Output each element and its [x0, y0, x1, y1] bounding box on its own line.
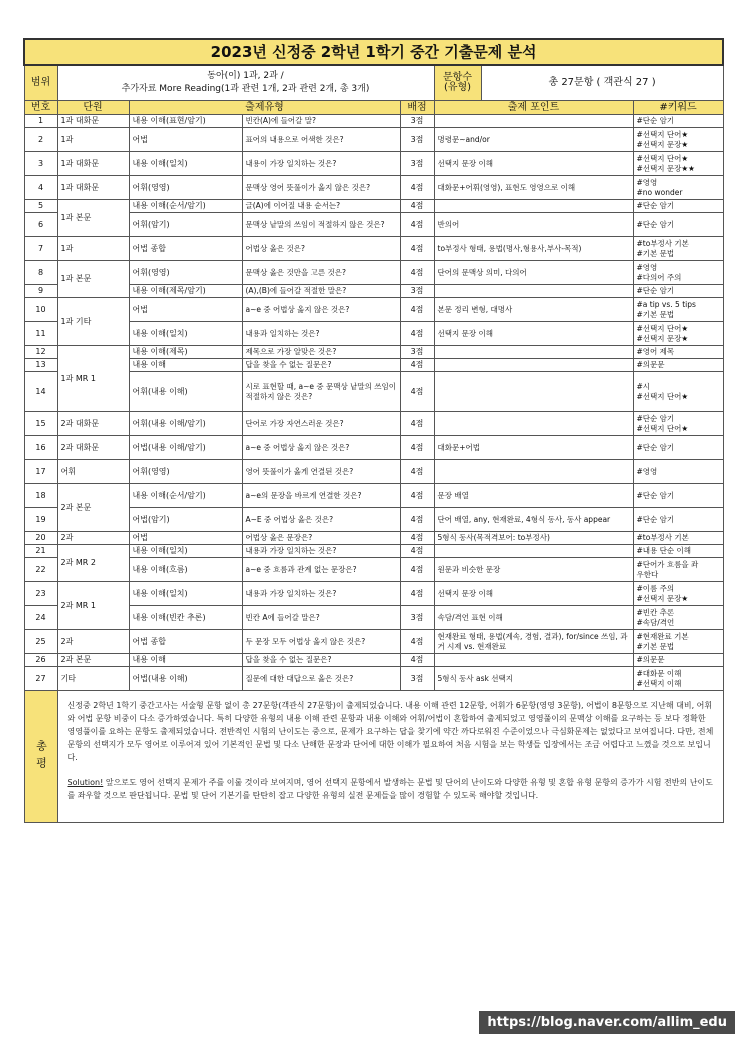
keyword-cell — [633, 667, 723, 691]
question-type: 표어의 내용으로 어색한 것은? — [242, 128, 400, 152]
header-type: 출제유형 — [129, 101, 400, 115]
question-category: 내용 이해(빈칸 추론) — [129, 606, 242, 630]
question-point — [434, 545, 633, 558]
question-category: 어법 — [129, 532, 242, 545]
qcount-label — [435, 66, 482, 100]
keyword-cell — [633, 115, 723, 128]
question-number: 8 — [24, 261, 57, 285]
question-number: 24 — [24, 606, 57, 630]
keyword-cell — [633, 298, 723, 322]
question-row — [24, 667, 723, 691]
question-point — [434, 115, 633, 128]
summary-text — [57, 691, 723, 823]
question-type: 질문에 대한 대답으로 옳은 것은? — [242, 667, 400, 691]
keyword-cell — [633, 532, 723, 545]
question-number: 26 — [24, 654, 57, 667]
question-score: 4점 — [400, 298, 434, 322]
keyword-1: #내용 단순 이해 — [636, 546, 692, 555]
header-score: 배점 — [400, 101, 434, 115]
unit-cell: 2과 — [57, 630, 129, 654]
keyword-1: #단순 암기 — [636, 413, 675, 423]
keyword-1: #의문문 — [636, 360, 665, 369]
keyword-1: #선택지 단어★ — [636, 129, 689, 139]
solution-label: Solution! — [67, 778, 104, 787]
question-score: 4점 — [400, 558, 434, 582]
keyword-2: #선택지 이해 — [636, 678, 682, 688]
keyword-cell — [633, 152, 723, 176]
question-category: 어법 종합 — [129, 237, 242, 261]
question-category: 내용 이해(흐름) — [129, 558, 242, 582]
question-score: 4점 — [400, 436, 434, 460]
scope-line-1: 동아(이) 1과, 2과 / — [207, 71, 284, 81]
keyword-1: #시 — [636, 381, 651, 391]
question-type: 문맥상 낱말의 쓰임이 적절하지 않은 것은? — [242, 213, 400, 237]
keyword-2: #기본 문법 — [636, 641, 675, 651]
question-category: 내용 이해(일치) — [129, 545, 242, 558]
keyword-cell — [633, 128, 723, 152]
keyword-1: #단순 암기 — [636, 286, 675, 295]
question-row — [24, 654, 723, 667]
question-point — [434, 285, 633, 298]
question-number: 11 — [24, 322, 57, 346]
question-row — [24, 346, 723, 359]
question-number: 19 — [24, 508, 57, 532]
keyword-2: #선택지 문장★ — [636, 139, 689, 149]
keyword-1: #단순 암기 — [636, 490, 675, 500]
question-number: 23 — [24, 582, 57, 606]
question-point: 명령문~and/or — [434, 128, 633, 152]
keyword-1: #영어 제목 — [636, 347, 675, 356]
question-score: 4점 — [400, 508, 434, 532]
question-point — [434, 654, 633, 667]
qcount-label-1: 문항수 — [443, 72, 472, 83]
keyword-2: #선택지 문장★ — [636, 593, 689, 603]
question-row — [24, 412, 723, 436]
header-point: 출제 포인트 — [434, 101, 633, 115]
keyword-cell — [633, 359, 723, 372]
keyword-1: #선택지 단어★ — [636, 323, 689, 333]
keyword-1: #a tip vs. 5 tips — [636, 299, 696, 309]
keyword-cell — [633, 372, 723, 412]
question-point: 반의어 — [434, 213, 633, 237]
question-number: 7 — [24, 237, 57, 261]
unit-cell: 2과 본문 — [57, 654, 129, 667]
question-point: 속담/격언 표현 이해 — [434, 606, 633, 630]
question-number: 12 — [24, 346, 57, 359]
question-type: A~E 중 어법상 옳은 것은? — [242, 508, 400, 532]
qcount-value: 총 27문항 ( 객관식 27 ) — [548, 77, 656, 88]
keyword-cell — [633, 213, 723, 237]
question-type: 빈칸(A)에 들어갈 말? — [242, 115, 400, 128]
keyword-1: #대화문 이해 — [636, 668, 682, 678]
question-category: 내용 이해(일치) — [129, 582, 242, 606]
unit-cell: 2과 MR 1 — [57, 582, 129, 630]
unit-cell: 1과 MR 1 — [57, 346, 129, 412]
keyword-1: #이름 주의 — [636, 583, 675, 593]
keyword-cell — [633, 412, 723, 436]
keyword-1: #단순 암기 — [636, 514, 675, 524]
unit-cell: 1과 대화문 — [57, 152, 129, 176]
question-number: 13 — [24, 359, 57, 372]
question-score: 4점 — [400, 213, 434, 237]
header-num: 번호 — [24, 101, 57, 115]
keyword-cell — [633, 285, 723, 298]
question-score: 3점 — [400, 667, 434, 691]
question-score: 4점 — [400, 237, 434, 261]
question-point — [434, 346, 633, 359]
question-type: 시로 표현할 때, a~e 중 문맥상 낱말의 쓰임이 적절하지 않은 것은? — [242, 372, 400, 412]
question-category: 내용 이해(표현/암기) — [129, 115, 242, 128]
question-score: 4점 — [400, 532, 434, 545]
question-row — [24, 285, 723, 298]
question-type: 답을 찾을 수 없는 질문은? — [242, 654, 400, 667]
question-row — [24, 176, 723, 200]
unit-cell: 1과 대화문 — [57, 115, 129, 128]
question-point: 대화문+어법 — [434, 436, 633, 460]
qcount-cell — [434, 65, 723, 101]
question-row — [24, 436, 723, 460]
question-point: 단어의 문맥상 의미, 다의어 — [434, 261, 633, 285]
question-category: 어휘(영영) — [129, 460, 242, 484]
question-score: 3점 — [400, 606, 434, 630]
keyword-1: #단순 암기 — [636, 442, 675, 452]
keyword-1: #의문문 — [636, 655, 665, 664]
question-score: 4점 — [400, 484, 434, 508]
question-point: 선택지 문장 이해 — [434, 322, 633, 346]
keyword-1: #영영 — [636, 466, 658, 476]
question-number: 25 — [24, 630, 57, 654]
keyword-2: #속담/격언 — [636, 617, 675, 627]
question-category: 내용 이해(순서/암기) — [129, 484, 242, 508]
keyword-cell — [633, 545, 723, 558]
question-point: 5형식 동사(목적격보어: to부정사) — [434, 532, 633, 545]
keyword-cell — [633, 460, 723, 484]
keyword-1: #선택지 단어★ — [636, 153, 689, 163]
question-type: 단어로 가장 자연스러운 것은? — [242, 412, 400, 436]
keyword-2: #선택지 단어★ — [636, 391, 689, 401]
question-point — [434, 460, 633, 484]
unit-cell: 기타 — [57, 667, 129, 691]
keyword-1: #단순 암기 — [636, 219, 675, 229]
question-point: 단어 배열, any, 현재완료, 4형식 동사, 동사 appear — [434, 508, 633, 532]
scope-label: 범위 — [24, 65, 57, 101]
keyword-cell — [633, 484, 723, 508]
solution-text: 앞으로도 영어 선택지 문제가 주를 이룰 것이라 보여지며, 영어 선택지 문항에서 발생하는 문법 및 단어의 난이도와 다양한 유형 및 혼합 유형 문항의 증가가 시험 전반의 난이도를 좌우할 것으로 판단됩니다. 문법 및 단어 기본기를 탄탄히 잡고 다양한 유형의 실전 문제들을 많이 경험할 수 있도록 해야할 것입니다. — [67, 778, 713, 800]
unit-cell: 2과 — [57, 532, 129, 545]
question-type: 내용과 가장 일치하는 것은? — [242, 582, 400, 606]
unit-cell: 1과 — [57, 237, 129, 261]
keyword-2: 우한다 — [636, 569, 659, 579]
question-type: 제목으로 가장 알맞은 것은? — [242, 346, 400, 359]
question-score: 4점 — [400, 322, 434, 346]
unit-cell: 2과 MR 2 — [57, 545, 129, 582]
question-score: 4점 — [400, 412, 434, 436]
keyword-2: #no wonder — [636, 187, 683, 197]
keyword-1: #단어가 흐름을 좌 — [636, 559, 699, 569]
question-type: 문맥상 옳은 것만을 고른 것은? — [242, 261, 400, 285]
question-row — [24, 322, 723, 346]
header-unit: 단원 — [57, 101, 129, 115]
question-category: 어법(내용 이해/암기) — [129, 436, 242, 460]
question-score: 4점 — [400, 200, 434, 213]
question-score: 4점 — [400, 460, 434, 484]
question-number: 4 — [24, 176, 57, 200]
keyword-2: #기본 문법 — [636, 248, 675, 258]
question-point: 본문 정리 변형, 대명사 — [434, 298, 633, 322]
question-score: 4점 — [400, 654, 434, 667]
question-type: a~e 중 어법상 옳지 않은 것은? — [242, 436, 400, 460]
question-row — [24, 200, 723, 213]
question-point: to부정사 형태, 용법(명사,형용사,부사-목적) — [434, 237, 633, 261]
question-number: 14 — [24, 372, 57, 412]
keyword-cell — [633, 176, 723, 200]
question-score: 4점 — [400, 372, 434, 412]
question-row — [24, 582, 723, 606]
question-score: 3점 — [400, 152, 434, 176]
question-category: 내용 이해(순서/암기) — [129, 200, 242, 213]
question-type: a~e 중 흐름과 관계 없는 문장은? — [242, 558, 400, 582]
question-row — [24, 128, 723, 152]
question-type: 빈칸 A에 들어갈 말은? — [242, 606, 400, 630]
question-type: 내용이 가장 일치하는 것은? — [242, 152, 400, 176]
keyword-cell — [633, 654, 723, 667]
question-type: a~e의 문장을 바르게 연결한 것은? — [242, 484, 400, 508]
question-type: (A),(B)에 들어갈 적절한 말은? — [242, 285, 400, 298]
unit-cell: 2과 본문 — [57, 484, 129, 532]
question-row — [24, 372, 723, 412]
keyword-2: #다의어 주의 — [636, 272, 682, 282]
question-score: 3점 — [400, 115, 434, 128]
question-point: 문장 배열 — [434, 484, 633, 508]
question-point: 선택지 문장 이해 — [434, 152, 633, 176]
unit-cell: 1과 — [57, 128, 129, 152]
keyword-1: #단순 암기 — [636, 201, 675, 210]
blog-url: https://blog.naver.com/allim_edu — [479, 1011, 735, 1034]
keyword-cell — [633, 630, 723, 654]
question-category: 내용 이해(제목/암기) — [129, 285, 242, 298]
question-number: 2 — [24, 128, 57, 152]
question-row — [24, 630, 723, 654]
keyword-cell — [633, 346, 723, 359]
unit-cell: 1과 대화문 — [57, 176, 129, 200]
question-number: 17 — [24, 460, 57, 484]
question-row — [24, 115, 723, 128]
question-type: 문맥상 영어 뜻풀이가 옳지 않은 것은? — [242, 176, 400, 200]
question-point: 5형식 동사 ask 선택지 — [434, 667, 633, 691]
question-category: 내용 이해(제목) — [129, 346, 242, 359]
scope-value — [57, 65, 434, 101]
keyword-cell — [633, 558, 723, 582]
question-type: 어법상 옳은 것은? — [242, 237, 400, 261]
unit-cell: 1과 본문 — [57, 200, 129, 237]
keyword-cell — [633, 261, 723, 285]
question-score: 4점 — [400, 261, 434, 285]
question-point — [434, 359, 633, 372]
keyword-cell — [633, 582, 723, 606]
question-number: 20 — [24, 532, 57, 545]
question-number: 22 — [24, 558, 57, 582]
question-category: 어휘(암기) — [129, 213, 242, 237]
question-row — [24, 508, 723, 532]
question-category: 어휘(내용 이해) — [129, 372, 242, 412]
keyword-cell — [633, 237, 723, 261]
question-row — [24, 545, 723, 558]
question-score: 3점 — [400, 285, 434, 298]
keyword-2: #기본 문법 — [636, 309, 675, 319]
question-category: 어법(내용 이해) — [129, 667, 242, 691]
question-row — [24, 558, 723, 582]
summary-paragraph-2 — [68, 776, 715, 802]
question-row — [24, 152, 723, 176]
question-point — [434, 412, 633, 436]
question-point — [434, 200, 633, 213]
question-category: 내용 이해 — [129, 654, 242, 667]
question-score: 3점 — [400, 346, 434, 359]
question-type: a~e 중 어법상 옳지 않은 것은? — [242, 298, 400, 322]
question-score: 3점 — [400, 128, 434, 152]
question-category: 어휘(내용 이해/암기) — [129, 412, 242, 436]
keyword-1: #to부정사 기본 — [636, 533, 689, 542]
question-category: 어법 — [129, 128, 242, 152]
keyword-cell — [633, 508, 723, 532]
question-point: 대화문+어휘(영영), 표현도 영영으로 이해 — [434, 176, 633, 200]
question-category: 내용 이해 — [129, 359, 242, 372]
question-number: 18 — [24, 484, 57, 508]
question-type: 내용과 일치하는 것은? — [242, 322, 400, 346]
keyword-1: #빈칸 추론 — [636, 607, 675, 617]
analysis-table — [23, 38, 724, 823]
qcount-label-2: (유형) — [443, 82, 472, 93]
question-type: 답을 찾을 수 없는 질문은? — [242, 359, 400, 372]
keyword-2: #선택지 문장★★ — [636, 163, 695, 173]
unit-cell: 2과 대화문 — [57, 436, 129, 460]
keyword-1: #영영 — [636, 262, 658, 272]
question-number: 16 — [24, 436, 57, 460]
question-point: 현재완료 형태, 용법(계속, 경험, 결과), for/since 쓰임, 과거 시제 vs. 현재완료 — [434, 630, 633, 654]
question-category: 어휘(영영) — [129, 176, 242, 200]
keyword-1: #현재완료 기본 — [636, 631, 689, 641]
question-score: 4점 — [400, 545, 434, 558]
question-score: 4점 — [400, 582, 434, 606]
keyword-2: #선택지 문장★ — [636, 333, 689, 343]
keyword-1: #to부정사 기본 — [636, 238, 689, 248]
keyword-cell — [633, 322, 723, 346]
question-number: 21 — [24, 545, 57, 558]
question-rows — [24, 115, 723, 691]
question-score: 4점 — [400, 176, 434, 200]
question-point: 선택지 문장 이해 — [434, 582, 633, 606]
question-category: 어법 종합 — [129, 630, 242, 654]
header-keyword: #키워드 — [633, 101, 723, 115]
question-category: 어법(암기) — [129, 508, 242, 532]
summary-paragraph-1: 신정중 2학년 1학기 중간고사는 서술형 문항 없이 총 27문항(객관식 27문항)이 출제되었습니다. 내용 이해 관련 12문항, 어휘가 6문항(영영 3문항), 어법이 8문항으로 지난해 대비, 어휘와 어법 문항 비중이 다소 증가하였습니다. 특히 다양한 유형의 내용 이해 관련 문항과 내용 이해와 어휘/어법이 혼합하여 출제되었고 영영풀이의 문맥상 이해를 요구하는 등 보다 정확한 영영풀이를 요하는 문항도 출제되었습니다. 전반적인 시험의 난이도는 중으로, 문제가 요구하는 답을 찾기에 약간 까다로워진 수준이었으나 극심화문제는 없었다고 보여집니다. 다만, 전체 문항의 선택지가 모두 영어로 이루어져 있어 기본적인 문법 및 다소 난해한 문장과 단어에 대한 이해가 필요하여 처음 시험을 보는 학생들 입장에서는 조금 어렵다고 느꼈을 것으로 보입니다. — [67, 701, 714, 762]
question-row — [24, 261, 723, 285]
keyword-1: #단순 암기 — [636, 116, 675, 125]
question-score: 4점 — [400, 359, 434, 372]
question-type: 어법상 옳은 문장은? — [242, 532, 400, 545]
question-row — [24, 484, 723, 508]
question-number: 6 — [24, 213, 57, 237]
question-number: 15 — [24, 412, 57, 436]
unit-cell: 2과 대화문 — [57, 412, 129, 436]
keyword-cell — [633, 606, 723, 630]
question-row — [24, 460, 723, 484]
question-number: 3 — [24, 152, 57, 176]
question-score: 4점 — [400, 630, 434, 654]
question-number: 27 — [24, 667, 57, 691]
question-row — [24, 213, 723, 237]
unit-cell: 1과 본문 — [57, 261, 129, 298]
keyword-2: #선택지 단어★ — [636, 423, 689, 433]
keyword-1: #영영 — [636, 177, 658, 187]
unit-cell: 1과 기타 — [57, 298, 129, 346]
summary-label: 총평 — [24, 691, 57, 823]
question-type: 두 문장 모두 어법상 옳지 않은 것은? — [242, 630, 400, 654]
unit-cell: 어휘 — [57, 460, 129, 484]
question-type: 영어 뜻풀이가 옳게 연결된 것은? — [242, 460, 400, 484]
analysis-sheet — [23, 38, 722, 823]
question-row — [24, 298, 723, 322]
question-category: 내용 이해(일치) — [129, 322, 242, 346]
keyword-cell — [633, 436, 723, 460]
question-row — [24, 606, 723, 630]
question-point: 원문과 비슷한 문장 — [434, 558, 633, 582]
question-number: 10 — [24, 298, 57, 322]
keyword-cell — [633, 200, 723, 213]
page-title: 2023년 신정중 2학년 1학기 중간 기출문제 분석 — [24, 39, 723, 65]
question-type: 글(A)에 이어질 내용 순서는? — [242, 200, 400, 213]
question-number: 1 — [24, 115, 57, 128]
question-number: 9 — [24, 285, 57, 298]
question-row — [24, 532, 723, 545]
question-number: 5 — [24, 200, 57, 213]
question-type: 내용과 가장 일치하는 것은? — [242, 545, 400, 558]
question-category: 내용 이해(일치) — [129, 152, 242, 176]
question-category: 어휘(영영) — [129, 261, 242, 285]
question-category: 어법 — [129, 298, 242, 322]
question-row — [24, 359, 723, 372]
question-point — [434, 372, 633, 412]
question-row — [24, 237, 723, 261]
scope-line-2: 추가자료 More Reading(1과 관련 1개, 2과 관련 2개, 총 3개) — [121, 84, 370, 94]
